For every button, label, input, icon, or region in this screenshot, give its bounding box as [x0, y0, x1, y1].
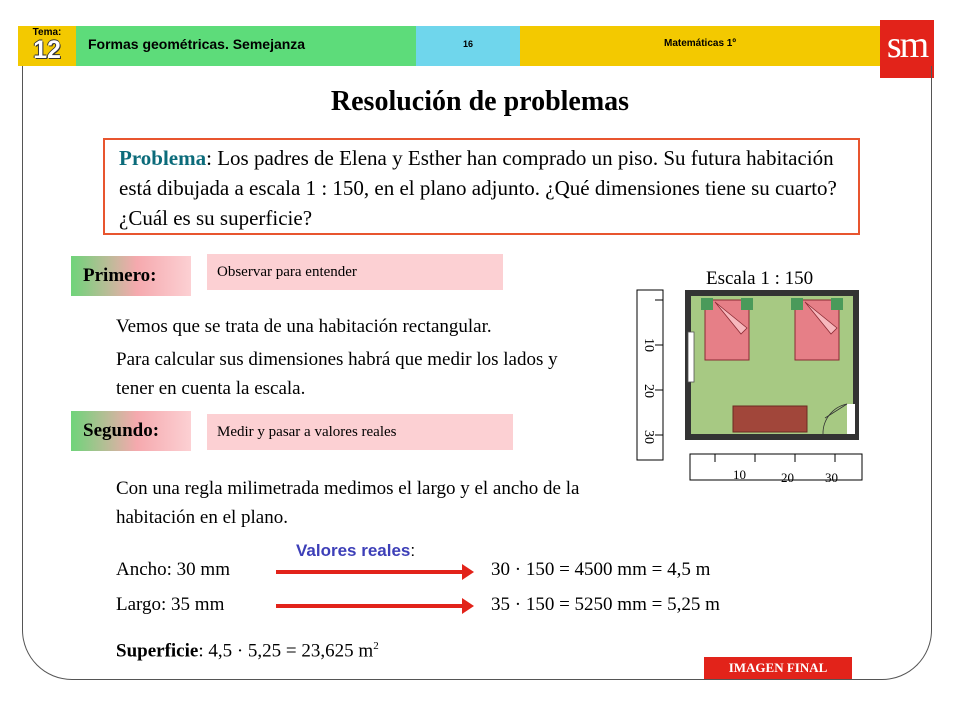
step2-text: Con una regla milimetrada medimos el largo y el ancho de la habitación en el plano.: [116, 478, 580, 528]
floor-plan: [635, 288, 875, 484]
problem-box: [103, 138, 860, 235]
step1-desc: Observar para entender: [207, 254, 503, 290]
ancho-result: 30 · 150 = 4500 mm = 4,5 m: [491, 559, 711, 580]
largo-result: 35 · 150 = 5250 mm = 5,25 m: [491, 594, 720, 615]
h-tick-30: 30: [825, 470, 838, 484]
v-tick-10: 10: [641, 338, 656, 352]
problem-text: : Los padres de Elena y Esther han comprado un piso. Su futura habitación está dibujada a escala 1 : 150, en el plano adjunto. ¿Qué dimensiones tiene su cuarto? ¿Cuál es su superficie?: [119, 146, 837, 230]
page-number: 16: [416, 26, 520, 66]
step1-text-2: Para calcular sus dimensiones habrá que medir los lados y tener en cuenta la escala.: [116, 349, 558, 399]
ancho-arrow: [276, 570, 466, 574]
step2-label: Segundo:: [71, 411, 191, 451]
tema-label: Tema:: [32, 27, 62, 38]
h-tick-10: 10: [733, 467, 746, 482]
largo-label: Largo: 35 mm: [116, 594, 225, 615]
room: [685, 290, 859, 440]
step1-label: Primero:: [71, 256, 191, 296]
scale-label: Escala 1 : 150: [706, 268, 814, 289]
sm-logo: sm: [880, 20, 934, 78]
valores-reales-colon: :: [410, 541, 416, 560]
ancho-label: Ancho: 30 mm: [116, 559, 230, 580]
valores-reales-label: [296, 541, 415, 561]
superficie-exponent: 2: [373, 640, 379, 652]
valores-reales-text: Valores reales: [296, 541, 411, 560]
v-tick-20: 20: [641, 384, 656, 398]
largo-arrow: [276, 604, 466, 608]
superficie-line: [116, 632, 379, 665]
superficie-value: : 4,5 · 5,25 = 23,625 m: [198, 640, 374, 662]
tema-badge: [18, 26, 76, 66]
step2-desc: Medir y pasar a valores reales: [207, 414, 513, 450]
h-tick-20: 20: [781, 470, 794, 484]
imagen-final-button[interactable]: IMAGEN FINAL: [704, 657, 852, 679]
tema-number: 12: [33, 36, 61, 64]
problem-keyword: Problema: [119, 146, 207, 170]
unit-title: Formas geométricas. Semejanza: [76, 26, 416, 66]
subject-label: Matemáticas 1º: [520, 26, 880, 66]
step1-text-1: Vemos que se trata de una habitación rectangular.: [116, 316, 492, 337]
superficie-label: Superficie: [116, 640, 199, 662]
v-tick-30: 30: [641, 430, 656, 444]
page-title: Resolución de problemas: [330, 86, 630, 117]
